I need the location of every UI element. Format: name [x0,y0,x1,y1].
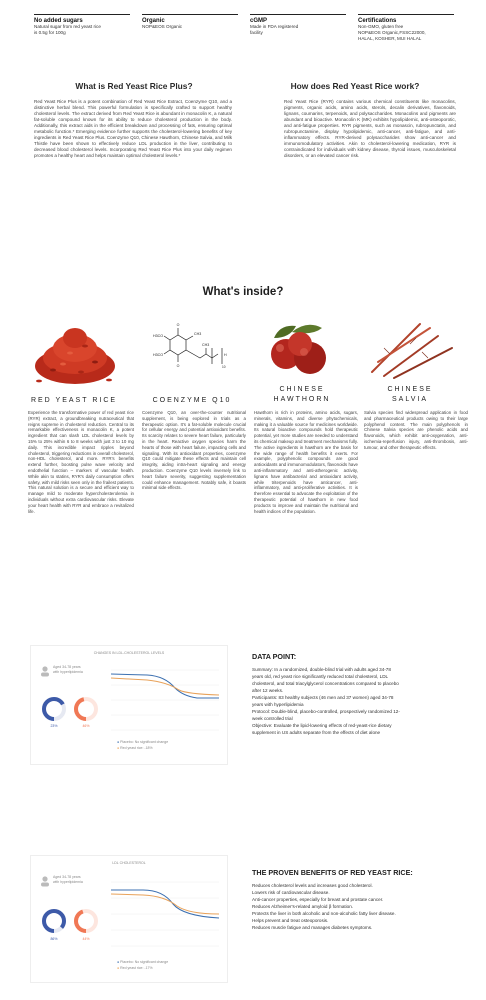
h-label: H [224,353,227,357]
donut2-value: 46% [82,724,90,728]
feature-line: is 0.5g for 100g [34,30,66,35]
benefit-item: Reduces muscle fatigue and manages diabetes symptoms. [252,925,373,930]
coenzyme-q10-text: Coenzyme Q10, an over-the-counter nutritional supplement, is being explored in trials as a therapeutic option. It's a fat-soluble molecule crucial for cellular energy and potential antioxidant benefits. Its scarcity relates to severe heart failure, particularly in the heart. Reactive oxygen species harm the hearts of those with heart failure, impacting cells and signaling. With its antioxidant properties, coenzyme Q10 could mitigate these effects and maintain cell integrity, aiding intra-heart signaling and energy production. Coenzyme Q10 levels inversely link to heart failure severity, suggesting supplementation could enhance management. Notably safe, it boasts minimal side effects. [142,410,246,491]
what-is-title: What is Red Yeast Rice Plus? [75,81,193,91]
benefits-list [252,882,477,931]
benefit-item: Protects the liver in both alcoholic and non-alcoholic fatty liver disease. [252,911,396,916]
feature-line: NOP&EOS Organic [142,24,183,29]
data-point-line: supplement in US adults separate from the effects of diet alone [252,730,381,735]
data-point-line: week controlled trial [252,716,293,721]
hawthorn-name-bottom: HAWTHORN [273,396,331,403]
data-point-title: DATA POINT: [252,652,297,661]
feature-rule [358,14,454,15]
data-point-line: Summary: In a randomized, double-blind trial with adults aged 34-78 [252,667,391,672]
profile-line: with hyperlipidemia [53,670,83,674]
svg-text:O: O [176,364,180,368]
data-point-line: after 12 weeks. [252,688,284,693]
legend-ryr: ● Red yeast rice: -18% [117,746,153,750]
salvia-text: Salvia species find widespread application in food and pharmaceutical products owing to their large polyphenol content. The main polyphenols in Chinese Salvia species are phenolic acids and flavonoids, which exhibit anti-oxygenation, anti-ischemia-reperfusion injury, anti-thrombosis, anti-tumour, and other therapeutic effects. [364,410,468,450]
ch3-top-label: CH3 [194,332,202,336]
data-point-line: years old, red yeast rice significantly reduced total cholesterol, LDL [252,674,389,679]
salvia-name-bottom: SALVIA [392,396,428,403]
how-work-title: How does Red Yeast Rice work? [290,81,420,91]
feature-certifications [358,18,468,42]
legend-ryr: ● Red yeast rice: -17% [117,966,153,970]
feature-line: NOP&EOS Organic,FSSC22000, [358,30,426,35]
benefit-item: Reduces Alzheimer's-related amyloid β formation. [252,904,354,909]
feature-cgmp [250,18,350,36]
data-point-line: Participants: 83 healthy subjects (46 men and 37 women) aged 34-78 [252,695,394,700]
legend-placebo: ● Placebo: No significant change [117,740,169,744]
benefit-item: Anti-cancer properties, especially for breast and prostate cancer. [252,897,384,902]
ch3-bot-label: CH3 [202,343,210,347]
chart-title: CHANGES IN LDL-CHOLESTEROL LEVELS [93,651,165,655]
legend-placebo: ● Placebo: No significant change [117,960,169,964]
coenzyme-q10-molecule [138,318,238,393]
how-work-text: Red Yeast Rice (RYR) contains various chemical constituents like monacolins, pigments, organic acids, amino acids, sterols, decalin derivatives, flavonoids, lignans, coumarins, terpenoids, and polysaccharides. Monacolins and pigments are abundant and bioactive. Monacolin K (MK) exhibits hypolipidemic, anti-osteoporotic, and anti-fatigue properties. RYR pigments, such as monascin, rubropunctatin, and rubropunctamine, display hypolipidemic, anti-cancer, anti-fatigue, and anti-inflammatory effects. RYR-derived polysaccharides show anti-cancer and immunomodulatory activities. Akin to cholesterol-lowering medication, RYR is contraindicated for individuals with kidney disease, thyroid issues, musculoskeletal disorders, or an elevated cancer risk. [284,99,456,158]
feature-no-sugar [34,18,134,36]
red-yeast-rice-name: RED YEAST RICE [30,397,118,404]
data-point-line: Protocol: Double-blind, placebo-controlled, prospectively randomized 12- [252,709,400,714]
hawthorn-text: Hawthorn is rich in proteins, amino acids, sugars, minerals, vitamins, and diverse phytochemicals, making it a valuable source for medicines worldwide. Its natural bioactive compounds hold therapeutic potential, yet more studies are needed to understand its chemical makeup and treatment mechanisms fully. The active ingredients in hawthorn are the basis for the wide range of health benefits it exerts. For example, polyphenolic compounds are good antioxidants and immunomodulators, flavonoids have anti-inflammatory and anti-atherogenic activity, lignans have antibacterial and antioxidant activity, while triterpenoids have anticancer, anti-inflammatory, and anti-proliferative activities. It is therefore essential to advocate the exploitation of the therapeutic potential of hawthorn in new food products to improve and maintain the nutritional and health indices of the population. [254,410,358,514]
hawthorn-image [252,318,352,383]
feature-title: Certifications [358,18,397,24]
feature-line: Non-GMO, gluten free [358,24,404,29]
donut-orange [73,908,99,939]
profile-line: Aged 34-78 years [53,665,81,669]
red-yeast-rice-image [25,318,125,393]
donut1-value: 86% [50,937,58,941]
donut2-value: 44% [82,937,90,941]
h3co-bot-label: H3CO [153,353,163,357]
donut-orange [73,696,99,727]
whats-inside-title: What's inside? [202,286,284,298]
feature-title: cGMP [250,18,268,24]
feature-title: Organic [142,18,165,24]
salvia-image [360,318,460,383]
data-point-line: Objective: Evaluate the lipid-lowering effects of red-yeast-rice dietary [252,723,392,728]
donut1-value: 23% [50,724,58,728]
ldl-chart-card [30,645,228,765]
ldl-line-chart [107,660,221,741]
profile-line: Aged 34-78 years [53,875,81,879]
ldl-line-chart-2 [107,870,221,955]
feature-line: Natural sugar from red yeast rice [34,24,101,29]
feature-rule [142,14,238,15]
feature-rule [34,14,130,15]
data-point-line: cholesterol, and total triacylglycerol concentrations compared to placebo [252,681,399,686]
feature-rule [250,14,346,15]
benefit-item: Lowers risk of cardiovascular disease. [252,890,330,895]
feature-line: facility [250,30,263,35]
what-is-text: Red Yeast Rice Plus is a potent combination of Red Yeast Rice Extract, Coenzyme Q10, and a distinctive herbal blend. This powerful formulation is specifically crafted to support healthy cholesterol levels. The extract derived from Red Yeast Rice is abundant in monacolin K, a natural fat-soluble compound known for its ability to reduce cholesterol production in the body. Additionally, this extract aids in the efficient breakdown and processing of fats, ensuring optimal metabolic function.* Emerging evidence further supports the cholesterol-lowering benefits of key ingredients in Red Yeast Rice Plus. Coenzyme Q10, Chinese Hawthorn, Chinese Salvia, and Milk Thistle have been shown to effectively reduce LDL production in the liver, contributing to decreased blood cholesterol levels. Incorporating Red Yeast Rice Plus into your daily regimen promotes a healthy heart and helps maintain optimal cholesterol levels.* [34,99,232,158]
sub-label: 10 [222,365,226,369]
benefit-item: Reduces cholesterol levels and increases good cholesterol. [252,883,373,888]
feature-line: HALAL, KOSHER, MUI HALAL [358,36,422,41]
ldl-chart-card-2 [30,855,228,983]
data-point-text [252,666,477,736]
feature-title: No added sugars [34,18,83,24]
donut-blue [41,908,67,939]
chart-title: LDL CHOLESTEROL [112,861,146,865]
svg-text:O: O [176,323,180,327]
red-yeast-rice-text: Experience the transformative power of red yeast rice (RYR) extract, a groundbreaking nutraceutical that reigns supreme in cholesterol reduction. Central to its remarkable effectiveness is monacolin K, a potent ingredient that can slash LDL cholesterol levels by 15% to 25% within 6 to 8 weeks with just 3 to 10 mg daily. This incredible impact ripples beyond cholesterol, triggering reductions in overall cholesterol, non-HDL cholesterol, and more. RYR's benefits extend further, boosting pulse wave velocity and endothelial function – markers of vascular health. While akin to statins, RYR's daily consumption offers safety, with mild risks seen only in the frailest patients. This natural solution is a secure and efficient way to manage mild to moderate hypercholesterolemia in individuals without extra cardiovascular risks. Elevate your heart health with RYR and embrace a revitalized life. [28,410,134,514]
profile-line: with hyperlipidemia [53,880,83,884]
feature-line: Made in FDA registered [250,24,299,29]
coenzyme-q10-name: COENZYME Q10 [152,397,232,404]
data-point-line: years with hyperlipidemia [252,702,304,707]
hawthorn-name-top: CHINESE [279,386,325,393]
benefit-item: Helps prevent and treat osteoporosis. [252,918,329,923]
h3co-top-label: H3CO [153,334,163,338]
feature-organic [142,18,242,30]
donut-blue [41,696,67,727]
benefits-title: THE PROVEN BENEFITS OF RED YEAST RICE: [252,868,413,877]
salvia-name-top: CHINESE [387,386,433,393]
